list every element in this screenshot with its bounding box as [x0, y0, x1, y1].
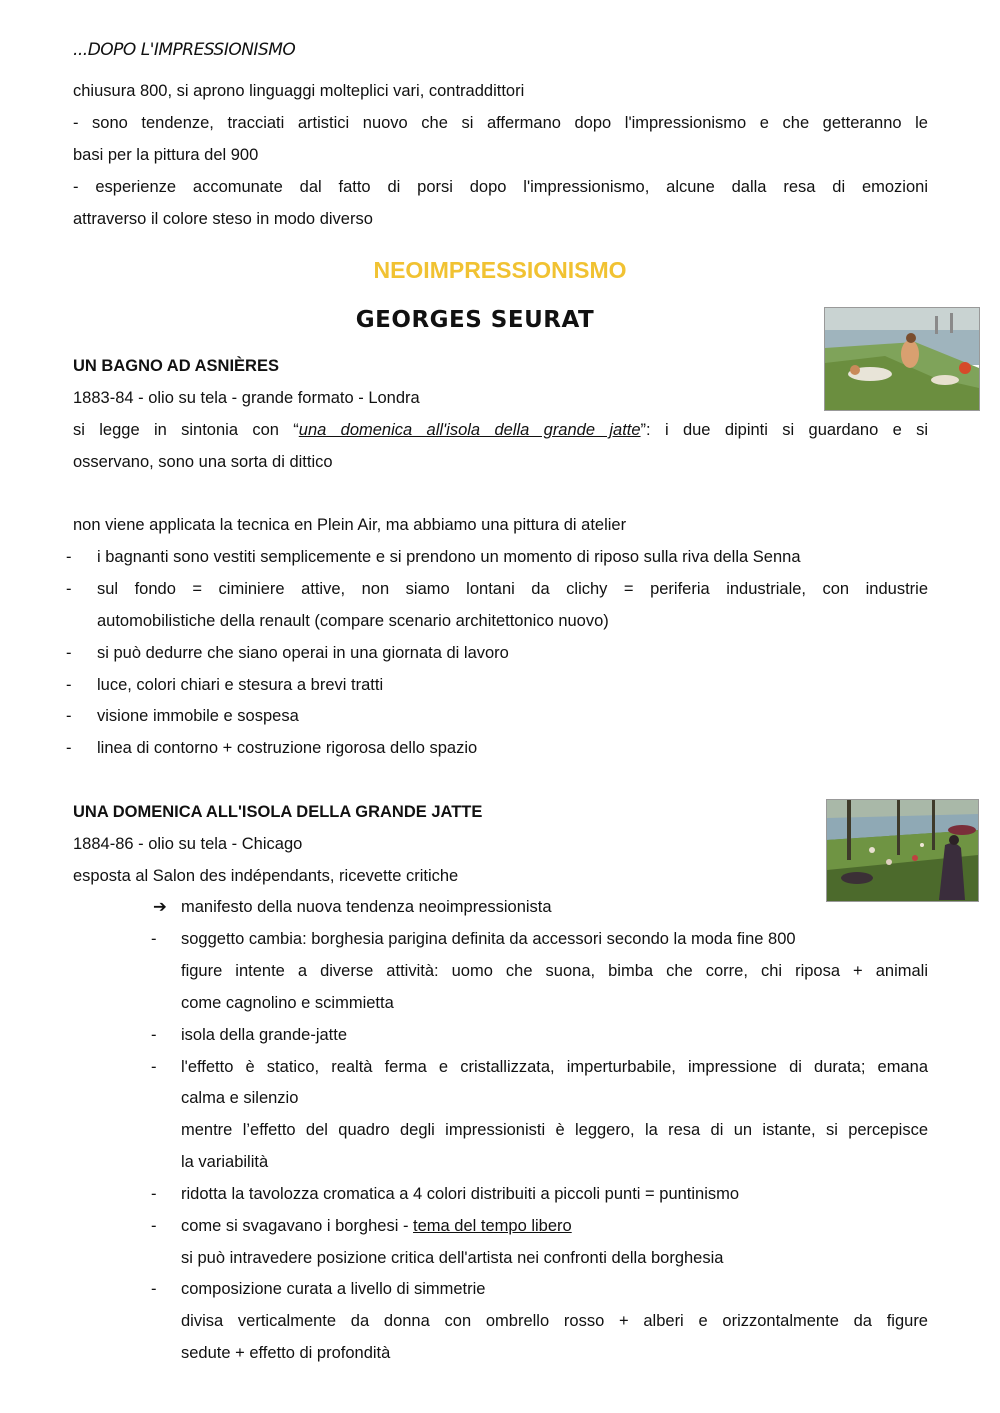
list-item: linea di contorno + costruzione rigorosa dello spazio: [97, 739, 478, 757]
work1-atelier: non viene applicata la tecnica en Plein Air, ma abbiamo una pittura di atelier: [73, 516, 627, 534]
list-item: i bagnanti sono vestiti semplicemente e si prendono un momento di riposo sulla riva della Senna: [97, 548, 801, 566]
artist-heading: GEORGES SEURAT: [355, 307, 595, 333]
grande-jatte-image-icon: [827, 800, 978, 901]
list-item-continuation: mentre l’effetto del quadro degli impressionisti è leggero, la resa di un istante, si percepisce: [181, 1121, 928, 1139]
work1-details: 1883-84 - olio su tela - grande formato - Londra: [73, 389, 420, 407]
work2-exhibit: esposta al Salon des indépendants, ricevette critiche: [73, 867, 459, 885]
list-item-continuation: automobilistiche della renault (compare scenario architettonico nuovo): [97, 612, 609, 630]
intro-line: basi per la pittura del 900: [73, 146, 259, 164]
bullet-dash: -: [66, 548, 72, 566]
page-header-title: ...DOPO L'IMPRESSIONISMO: [73, 40, 296, 60]
bullet-dash: -: [151, 1058, 157, 1076]
bullet-dash: -: [66, 707, 72, 725]
list-item: manifesto della nuova tendenza neoimpressionista: [181, 898, 552, 916]
list-item: isola della grande-jatte: [181, 1026, 348, 1044]
list-item-continuation: figure intente a diverse attività: uomo che suona, bimba che corre, chi riposa + animali: [181, 962, 928, 980]
list-item-continuation: si può intravedere posizione critica dell'artista nei confronti della borghesia: [181, 1249, 724, 1267]
list-item: sul fondo = ciminiere attive, non siamo lontani da clichy = periferia industriale, con industrie: [97, 580, 928, 598]
list-item-continuation: divisa verticalmente da donna con ombrello rosso + alberi e orizzontalmente da figure: [181, 1312, 928, 1330]
intro-line: attraverso il colore steso in modo diverso: [73, 210, 373, 228]
list-item: ridotta la tavolozza cromatica a 4 colori distribuiti a piccoli punti = puntinismo: [181, 1185, 740, 1203]
bullet-dash: -: [151, 1185, 157, 1203]
list-item: come si svagavano i borghesi - tema del tempo libero: [181, 1217, 572, 1235]
list-item-continuation: sedute + effetto di profondità: [181, 1344, 391, 1362]
list-item-continuation: come cagnolino e scimmietta: [181, 994, 394, 1012]
bullet-dash: -: [66, 676, 72, 694]
work1-title: UN BAGNO AD ASNIÈRES: [73, 357, 279, 375]
bullet-dash: -: [66, 739, 72, 757]
work2-title: UNA DOMENICA ALL'ISOLA DELLA GRANDE JATTE: [73, 803, 483, 821]
list-item: soggetto cambia: borghesia parigina definita da accessori secondo la moda fine 800: [181, 930, 796, 948]
list-item: si può dedurre che siano operai in una giornata di lavoro: [97, 644, 509, 662]
bullet-dash: -: [151, 1280, 157, 1298]
bullet-dash: -: [151, 1026, 157, 1044]
grande-jatte-reference: una domenica all'isola della grande jatte: [298, 421, 641, 439]
list-item: luce, colori chiari e stesura a brevi tratti: [97, 676, 384, 694]
bathers-image-icon: [825, 308, 979, 410]
intro-line: chiusura 800, si aprono linguaggi molteplici vari, contraddittori: [73, 82, 525, 100]
tempo-libero-underlined: tema del tempo libero: [413, 1217, 572, 1235]
intro-line: - esperienze accomunate dal fatto di porsi dopo l'impressionismo, alcune dalla resa di emozioni: [73, 178, 928, 196]
list-item: composizione curata a livello di simmetrie: [181, 1280, 486, 1298]
bagno-ad-asnieres-painting: [824, 307, 980, 411]
list-item-continuation: calma e silenzio: [181, 1089, 299, 1107]
arrow-right-icon: ➔: [153, 898, 167, 916]
bullet-dash: -: [151, 1217, 157, 1235]
movement-heading: NEOIMPRESSIONISMO: [373, 257, 627, 283]
work1-sintonia-line2: osservano, sono una sorta di dittico: [73, 453, 333, 471]
work2-details: 1884-86 - olio su tela - Chicago: [73, 835, 303, 853]
intro-line: - sono tendenze, tracciati artistici nuovo che si affermano dopo l'impressionismo e che getteranno le: [73, 114, 928, 132]
bullet-dash: -: [66, 644, 72, 662]
bullet-dash: -: [66, 580, 72, 598]
list-item: l'effetto è statico, realtà ferma e cristallizzata, imperturbabile, impressione di durata; emana: [181, 1058, 928, 1076]
list-item-continuation: la variabilità: [181, 1153, 269, 1171]
grande-jatte-painting: [826, 799, 979, 902]
work1-sintonia-line: si legge in sintonia con “una domenica all'isola della grande jatte”: i due dipinti si guardano e si: [73, 421, 929, 439]
bullet-dash: -: [151, 930, 157, 948]
list-item: visione immobile e sospesa: [97, 707, 299, 725]
